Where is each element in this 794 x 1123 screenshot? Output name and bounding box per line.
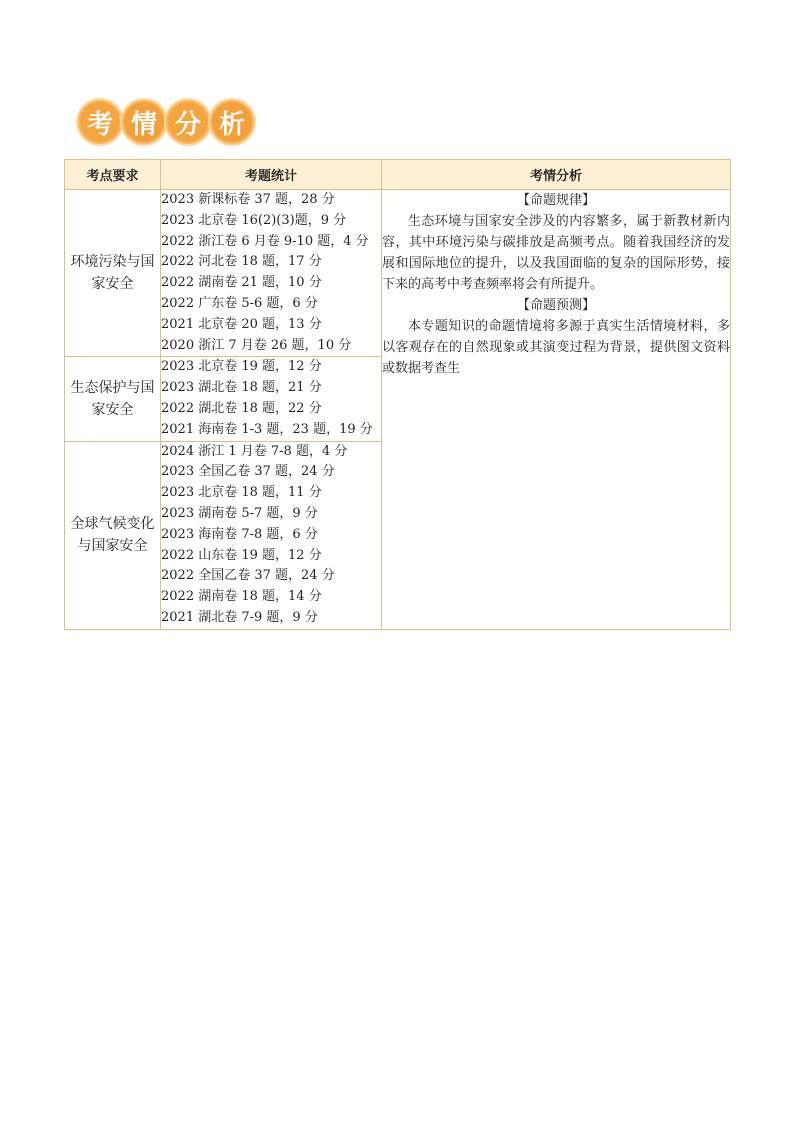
stat-item: 2021 海南卷 1-3 题，23 题，19 分 [161,421,373,437]
stat-item: 2023 全国乙卷 37 题，24 分 [161,464,335,480]
table-row [65,190,731,357]
stats-cell [161,357,382,441]
forecast-text: 本专题知识的命题情境将多源于真实生活情境材料，多以客观存在的自然现象或其演变过程为背景，提供图文资料或数据考查生 [382,319,730,376]
forecast-heading: 【命题预测】 [516,298,595,313]
stat-item: 2023 湖北卷 18 题，21 分 [161,380,322,396]
header-analysis: 考情分析 [382,160,731,190]
stat-item: 2023 新课标卷 37 题，28 分 [161,192,335,207]
stat-item: 2022 浙江卷 6 月卷 9-10 题，4 分 [161,233,369,249]
stat-item: 2021 湖北卷 7-9 题，9 分 [161,609,318,625]
stats-cell [161,441,382,629]
stat-item: 2024 浙江 1 月卷 7-8 题，4 分 [161,443,348,459]
stat-item: 2022 湖北卷 18 题，22 分 [161,400,322,416]
header-stats: 考题统计 [161,160,382,190]
topic-cell: 环境污染与国家安全 [65,190,161,357]
header-topic: 考点要求 [65,160,161,190]
stat-item: 2020 浙江 7 月卷 26 题，10 分 [161,337,352,353]
stat-item: 2022 广东卷 5-6 题，6 分 [161,295,318,311]
analysis-cell [382,190,731,630]
topic-cell: 全球气候变化与国家安全 [65,441,161,629]
stat-item: 2022 湖南卷 18 题，14 分 [161,589,322,605]
stat-item: 2022 湖南卷 21 题，10 分 [161,275,322,291]
stat-item: 2023 北京卷 19 题，12 分 [161,359,322,375]
stat-item: 2022 全国乙卷 37 题，24 分 [161,568,335,584]
stat-item: 2023 北京卷 18 题，11 分 [161,485,322,501]
stat-item: 2021 北京卷 20 题，13 分 [161,316,322,332]
analysis-table [64,159,731,630]
section-title [76,98,252,148]
table-header-row [65,160,731,190]
title-char: 情 [120,98,168,146]
title-char: 分 [164,98,212,146]
rule-heading: 【命题规律】 [516,193,595,208]
stats-cell [161,190,382,357]
title-char: 析 [208,98,256,146]
title-char: 考 [76,98,124,146]
topic-cell: 生态保护与国家安全 [65,357,161,441]
stat-item: 2022 山东卷 19 题，12 分 [161,547,322,563]
stat-item: 2023 北京卷 16(2)(3)题，9 分 [161,212,347,228]
stat-item: 2023 湖南卷 5-7 题，9 分 [161,505,318,521]
rule-text: 生态环境与国家安全涉及的内容繁多，属于新教材新内容，其中环境污染与碳排放是高频考点。随着我国经济的发展和国际地位的提升，以及我国面临的复杂的国际形势，接下来的高考中考查频率将会有所提升。 [382,214,730,292]
stat-item: 2023 海南卷 7-8 题，6 分 [161,526,318,542]
stat-item: 2022 河北卷 18 题，17 分 [161,254,322,270]
